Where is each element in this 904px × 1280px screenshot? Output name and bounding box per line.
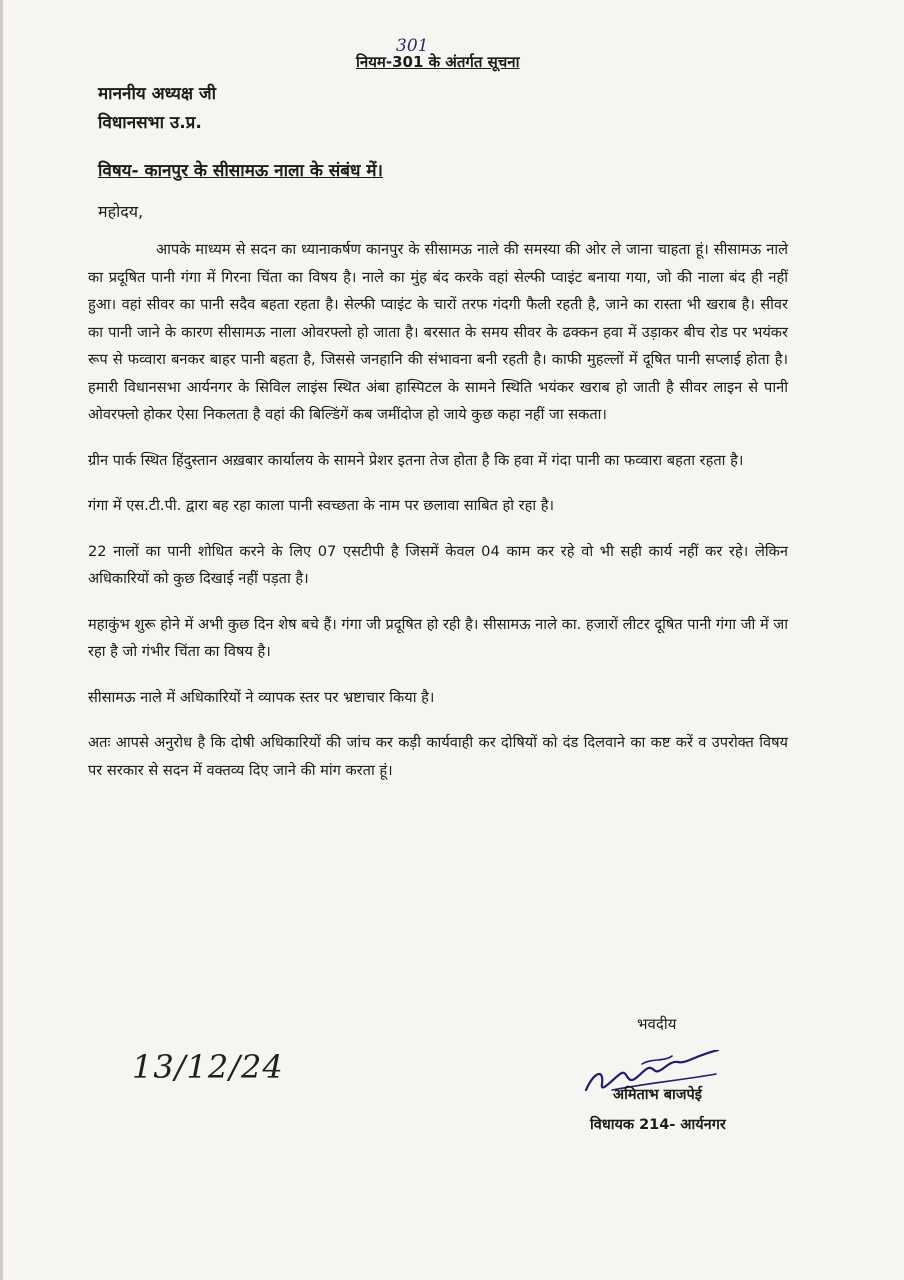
letter-body: [88, 236, 788, 802]
paragraph-4: 22 नालों का पानी शोधित करने के लिए 07 एसटीपी है जिसमें केवल 04 काम कर रहे वो भी सही कार्य नहीं कर रहे। लेकिन अधिकारियों को कुछ दिखाई नहीं पड़ता है।: [88, 542, 788, 587]
addressee-block: [98, 80, 216, 138]
paragraph-7: अतः आपसे अनुरोध है कि दोषी अधिकारियों की जांच कर कड़ी कार्यवाही कर दोषियों को दंड दिलवाने का कष्ट करें व उपरोक्त विषय पर सरकार से सदन में वक्तव्य दिए जाने की मांग करता हूं।: [88, 734, 788, 779]
notice-heading: नियम-301 के अंतर्गत सूचना: [356, 53, 520, 71]
signatory-designation: विधायक 214- आर्यनगर: [590, 1117, 726, 1133]
paragraph-6: सीसामऊ नाले में अधिकारियों ने व्यापक स्तर पर भ्रष्टाचार किया है।: [88, 688, 435, 706]
paragraph-3: गंगा में एस.टी.पी. द्वारा बह रहा काला पानी स्वच्छता के नाम पर छलावा साबित हो रहा है।: [88, 497, 555, 514]
addressee-line-1: माननीय अध्यक्ष जी: [98, 84, 216, 104]
salutation: महोदय,: [98, 202, 144, 221]
closing: भवदीय: [637, 1015, 677, 1033]
paragraph-1: आपके माध्यम से सदन का ध्यानाकर्षण कानपुर के सीसामऊ नाले की समस्या की ओर ले जाना चाहता हूं। सीसामऊ नाले का प्रदूषित पानी गंगा में गिरना चिंता का विषय है। नाले का मुंह बंद करके वहां सेल्फी प्वाइंट बनाया गया, जो की नाला बंद ही नहीं हुआ। वहां सीवर का पानी सदैव बहता रहता है। सेल्फी प्वाइंट के चारों तरफ गंदगी फैली रहती है, जाने का रास्ता भी खराब है। सीवर का पानी जाने के कारण सीसामऊ नाला ओवरफ्लो हो जाता है। बरसात के समय सीवर के ढक्कन हवा में उड़ाकर बीच रोड पर भयंकर रूप से फव्वारा बनकर बाहर पानी बहता है, जिससे जनहानि की संभावना बनी रहती है। काफी मुहल्लों में दूषित पानी सप्लाई होता है। हमारी विधानसभा आर्यनगर के सिविल लाइंस स्थित अंबा हास्पिटल के सामने स्थिति भयंकर खराब हो जाती है सीवर लाइन से पानी ओवरफ्लो होकर ऐसा निकलता है वहां की बिल्डिंगें कब जमींदोज हो जाये कुछ कहा नहीं जा सकता।: [88, 241, 788, 423]
signatory-name: अमिताभ बाजपेई: [613, 1087, 702, 1103]
paragraph-5: महाकुंभ शुरू होने में अभी कुछ दिन शेष बचे हैं। गंगा जी प्रदूषित हो रही है। सीसामऊ नाले का. हजारों लीटर दूषित पानी गंगा जी में जा रहा है जो गंभीर चिंता का विषय है।: [88, 615, 788, 660]
handwritten-date: 13/12/24: [132, 1048, 284, 1086]
paragraph-2: ग्रीन पार्क स्थित हिंदुस्तान अख़बार कार्यालय के सामने प्रेशर इतना तेज होता है कि हवा में गंदा पानी का फव्वारा बहता रहता है।: [88, 451, 744, 469]
addressee-line-2: विधानसभा उ.प्र.: [98, 113, 202, 133]
handwritten-rule-number: 301: [396, 36, 429, 56]
subject-line: विषय- कानपुर के सीसामऊ नाला के संबंध में।: [98, 161, 383, 181]
page-edge: [0, 0, 3, 1280]
